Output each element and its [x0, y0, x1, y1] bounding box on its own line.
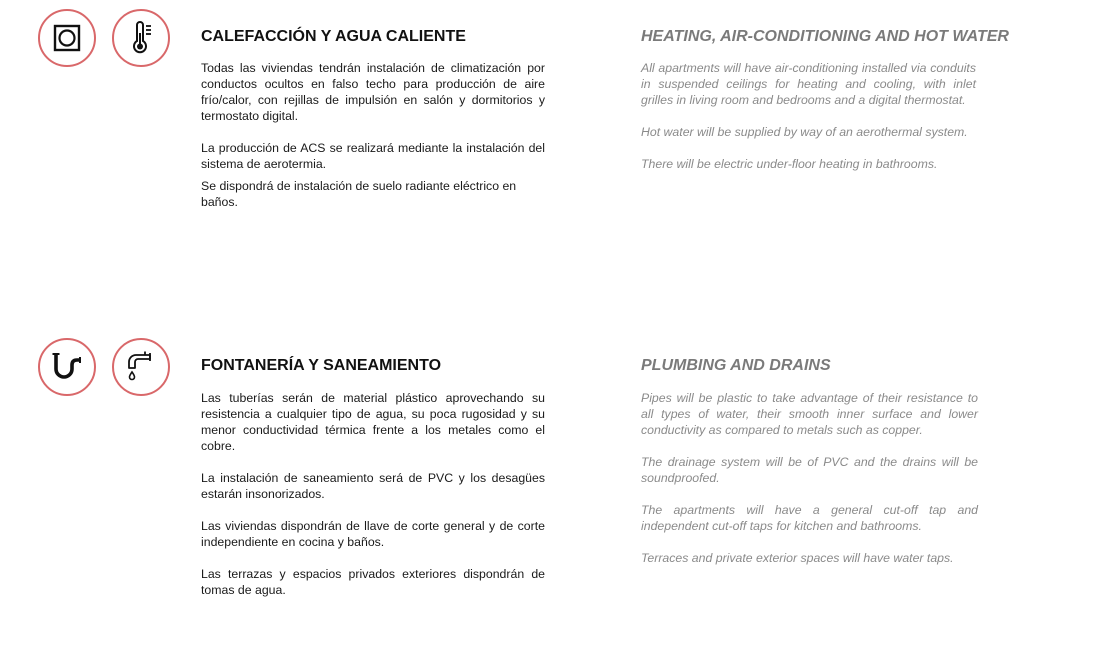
plumbing-title-en: PLUMBING AND DRAINS — [641, 357, 831, 374]
plumbing-en-paragraph: Terraces and private exterior spaces will have water taps. — [641, 551, 954, 565]
heating-en-paragraph: There will be electric under-floor heating in bathrooms. — [641, 157, 938, 171]
heating-es-paragraph: Se dispondrá de instalación de suelo radiante eléctrico en baños. — [201, 179, 517, 209]
heating-en-paragraph: All apartments will have air-conditioning installed via conduits in suspended ceilings for heating and cooling, with inlet grilles in living room and bedrooms and a digital thermostat. — [641, 61, 976, 107]
drain-pipe-icon — [38, 338, 96, 396]
heating-es-paragraph: Todas las viviendas tendrán instalación de climatización por conductos ocultos en falso techo para producción de aire frío/calor, con rejillas de impulsión en salón y dormitorios y termostato digital. — [201, 61, 545, 123]
plumbing-es-paragraph: Las tuberías serán de material plástico aprovechando su resistencia a cualquier tipo de agua, su poca rugosidad y su menor conductividad térmica frente a los metales como el cobre. — [201, 391, 545, 453]
plumbing-body-es — [201, 390, 545, 598]
water-tap-icon — [112, 338, 170, 396]
heating-title-es: CALEFACCIÓN Y AGUA CALIENTE — [201, 28, 466, 45]
heating-body-es — [201, 60, 545, 210]
plumbing-title-es: FONTANERÍA Y SANEAMIENTO — [201, 357, 442, 374]
plumbing-body-en — [641, 390, 978, 566]
square-circle-icon — [38, 9, 96, 67]
plumbing-es-paragraph: La instalación de saneamiento será de PVC y los desagües estarán insonorizados. — [201, 471, 545, 501]
heating-body-en — [641, 60, 978, 172]
plumbing-es-paragraph: Las viviendas dispondrán de llave de corte general y de corte independiente en cocina y baños. — [201, 519, 545, 549]
plumbing-en-paragraph: The apartments will have a general cut-off tap and independent cut-off taps for kitchen and bathrooms. — [641, 503, 978, 533]
plumbing-es-paragraph: Las terrazas y espacios privados exteriores dispondrán de tomas de agua. — [201, 567, 545, 597]
heating-title-en: HEATING, AIR-CONDITIONING AND HOT WATER — [641, 28, 1009, 45]
heating-es-paragraph: La producción de ACS se realizará mediante la instalación del sistema de aerotermia. — [201, 141, 545, 171]
heating-en-paragraph: Hot water will be supplied by way of an aerothermal system. — [641, 125, 968, 139]
thermometer-icon — [112, 9, 170, 67]
plumbing-en-paragraph: Pipes will be plastic to take advantage of their resistance to all types of water, their smooth inner surface and lower conductivity as compared to metals such as copper. — [641, 391, 978, 437]
plumbing-en-paragraph: The drainage system will be of PVC and the drains will be soundproofed. — [641, 455, 978, 485]
